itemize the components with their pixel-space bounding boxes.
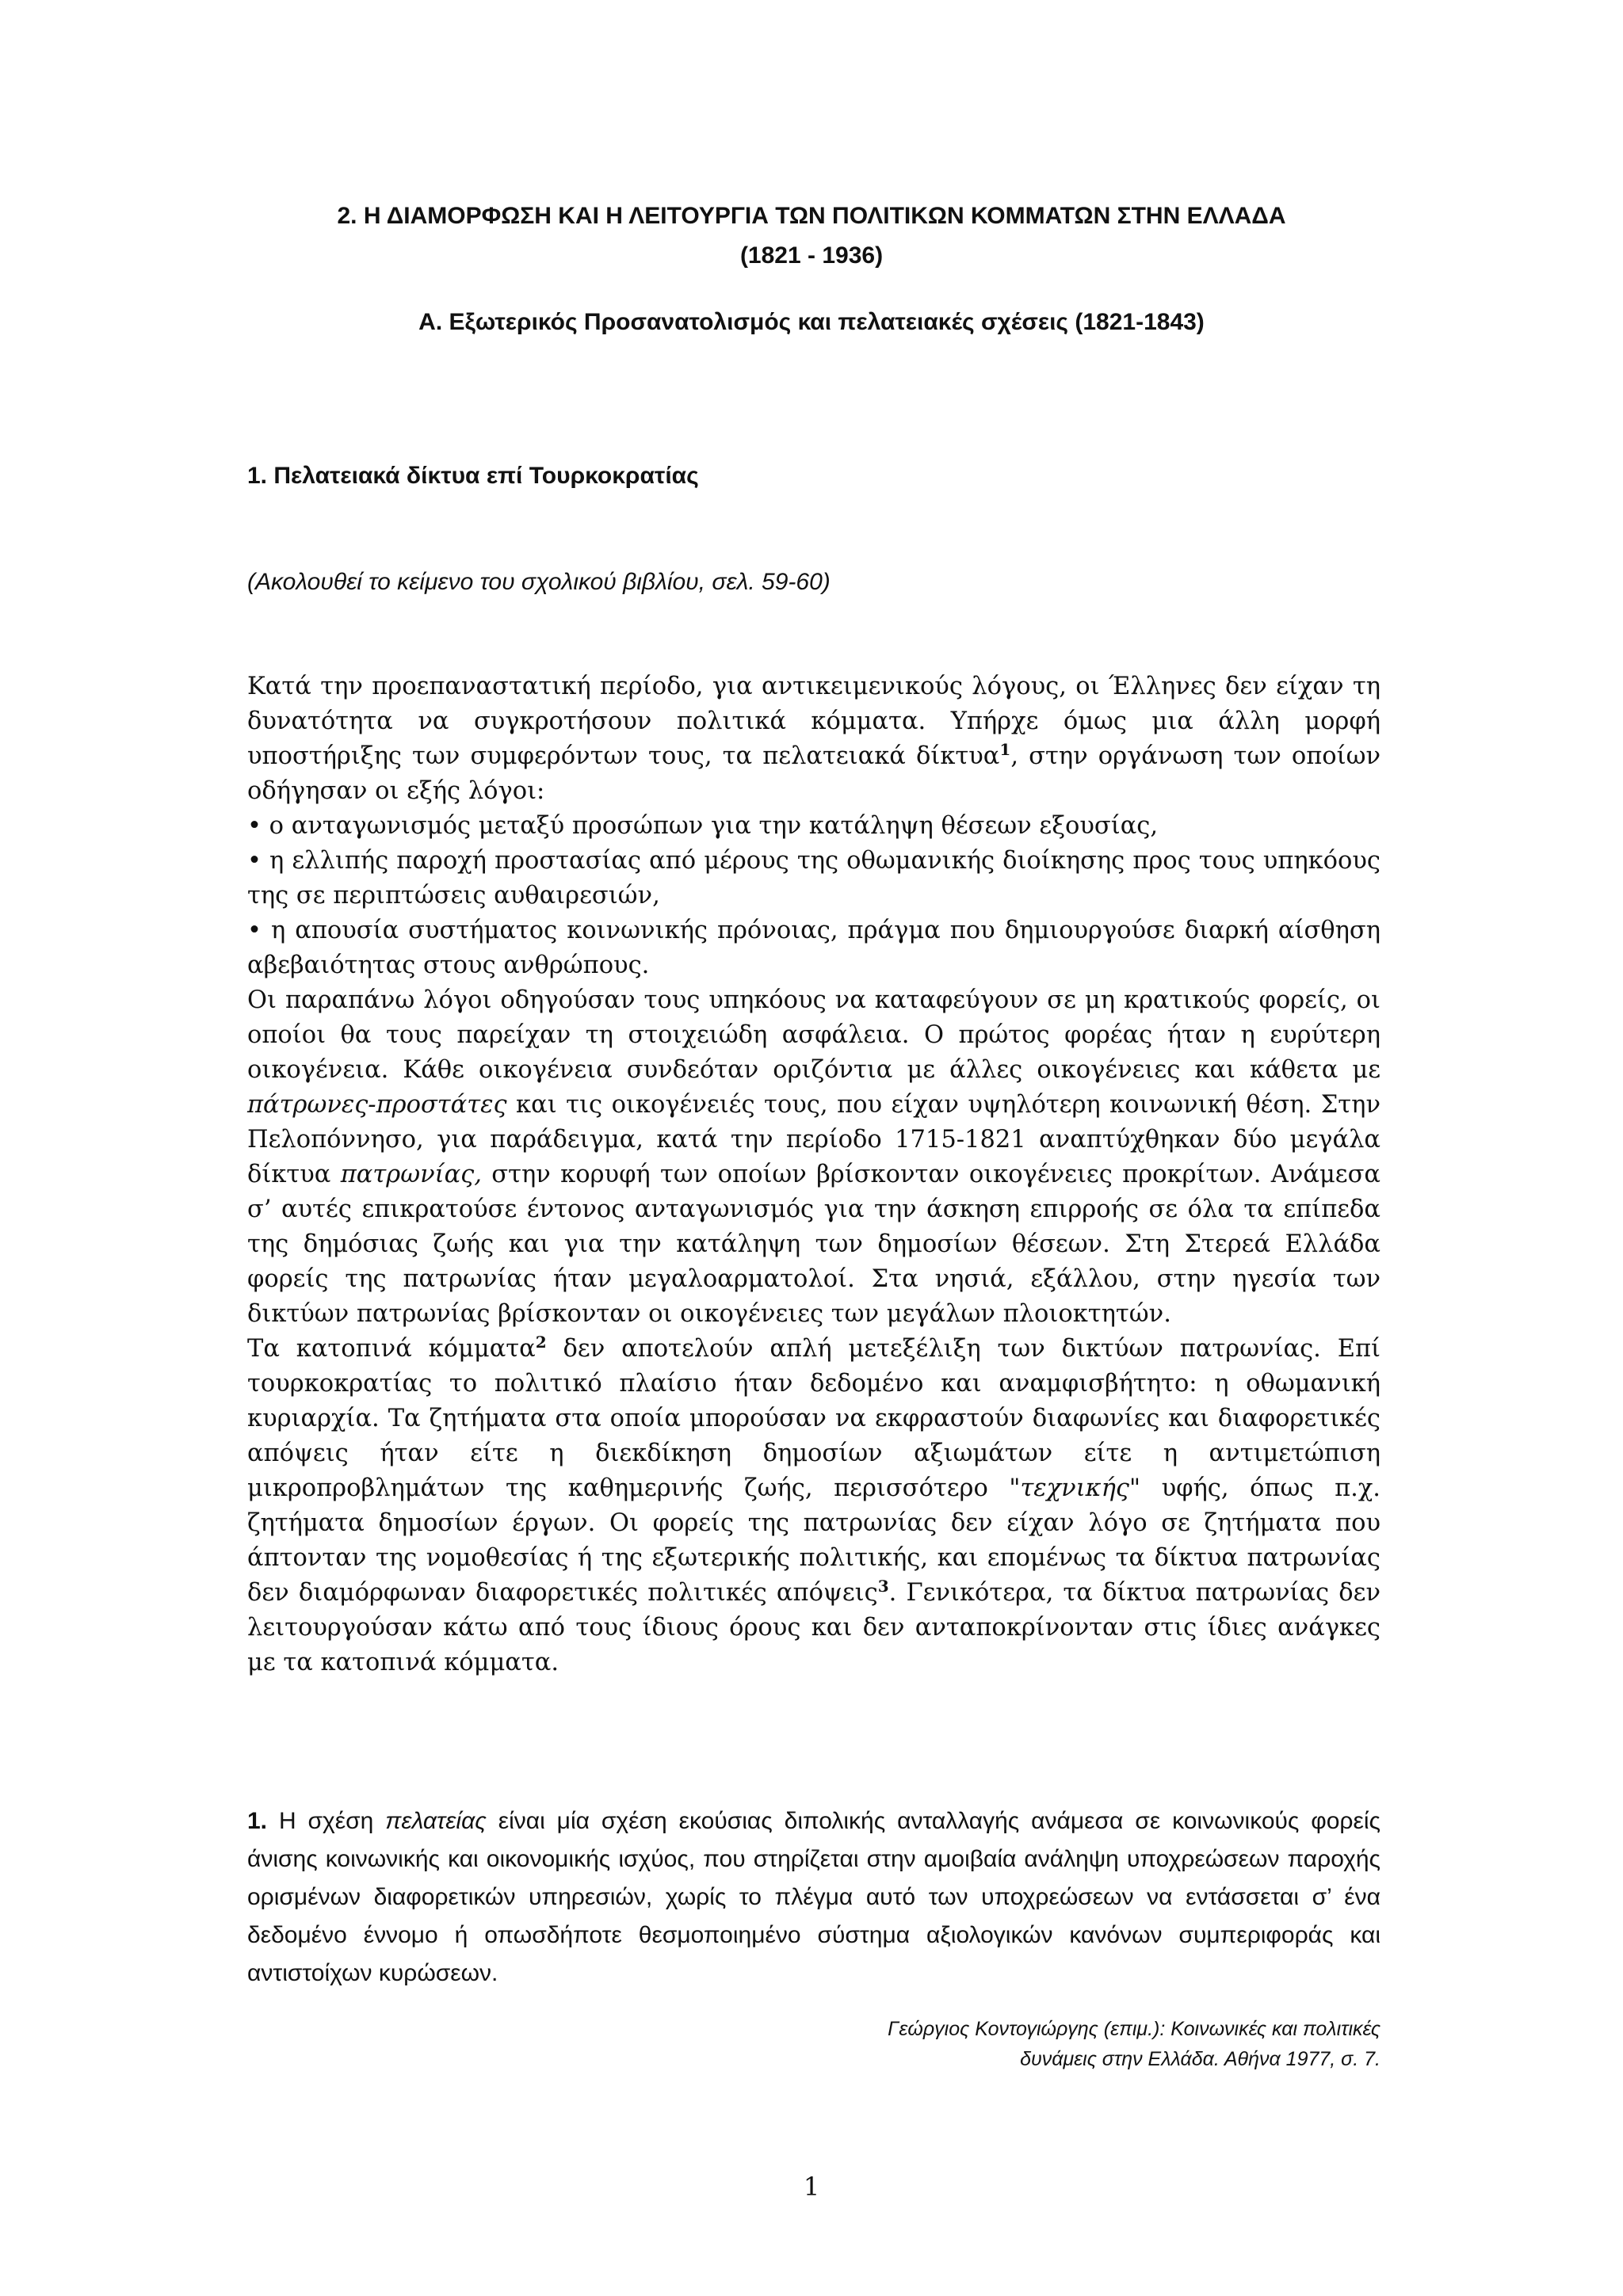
paragraph-2-text-a: Οι παραπάνω λόγοι οδηγούσαν τους υπηκόους να καταφεύγουν σε μη κρατικούς φορείς, οι οποίοι θα τους παρείχαν τη στοιχειώδη ασφάλεια. Ο πρώτος φορέας ήταν η ευρύτερη οικογένεια. Κάθε οικογένεια συνδεόταν οριζόντια με άλλες οικογένειες και κάθετα με: [247, 986, 1381, 1084]
paragraph-2-italic-1: πάτρωνες-προστάτες: [247, 1091, 507, 1119]
paragraph-2-italic-2: πατρωνίας,: [340, 1161, 482, 1188]
citation-line-1: Γεώργιος Κοντογιώργης (επιμ.): Κοινωνικές και πολιτικές: [888, 2018, 1381, 2040]
footnote-1-italic: πελατείας: [385, 1808, 487, 1834]
paragraph-3-text-c: " υφής, όπως π.χ. ζητήματα δημοσίων έργων. Οι φορείς της πατρωνίας δεν είχαν λόγο σε ζητήματα που άπτονταν της νομοθεσίας ή της εξωτερικής πολιτικής, και επομένως τα δίκτυα πατρωνίας δεν διαμόρφωναν διαφορετικές πολιτικές απόψεις: [247, 1474, 1381, 1607]
paragraph-1-text-b: , στην οργάνωση των οποίων οδήγησαν οι εξής λόγοι:: [247, 742, 1381, 805]
footnote-1-number: 1.: [247, 1808, 268, 1834]
page-title: [238, 196, 1385, 276]
bullet-item-1: • ο ανταγωνισμός μεταξύ προσώπων για την κατάληψη θέσεων εξουσίας,: [247, 812, 1159, 840]
paragraph-2-text-b: και τις οικογένειές τους, που είχαν υψηλότερη κοινωνική θέση. Στην Πελοπόννησο, για παράδειγμα, κατά την περίοδο 1715-1821 αναπτύχθηκαν δύο μεγάλα δίκτυα: [247, 1091, 1381, 1188]
paragraph-3-text-b: δεν αποτελούν απλή μετεξέλιξη των δικτύων πατρωνίας. Επί τουρκοκρατίας το πολιτικό πλαίσιο ήταν δεδομένο και αναμφισβήτητο: η οθωμανική κυριαρχία. Τα ζητήματα στα οποία μπορούσαν να εκφραστούν διαφωνίες και διαφορετικές απόψεις ήταν είτε η διεκδίκηση δημοσίων αξιωμάτων είτε η αντιμετώπιση μικροπροβλημάτων της καθημερινής ζωής, περισσότερο ": [247, 1335, 1381, 1502]
paragraph-2-text-c: στην κορυφή των οποίων βρίσκονταν οικογένειες προκρίτων. Ανάμεσα σ’ αυτές επικρατούσε έντονος ανταγωνισμός για την άσκηση επιρροής σε όλα τα επίπεδα της δημόσιας ζωής και για την κατάληψη των δημοσίων θέσεων. Στη Στερεά Ελλάδα φορείς της πατρωνίας ήταν μεγαλοαρματολοί. Στα νησιά, εξάλλου, στην ηγεσία των δικτύων πατρωνίας βρίσκονταν οι οικογένειες των μεγάλων πλοιοκτητών.: [247, 1161, 1381, 1328]
body-text: [247, 669, 1381, 1680]
page-subtitle: Α. Εξωτερικός Προσανατολισμός και πελατειακές σχέσεις (1821-1843): [418, 309, 1205, 335]
footnote-1-text-a: Η σχέση: [267, 1808, 386, 1834]
footnote-ref-3: 3: [877, 1576, 889, 1596]
footnote-1-text-b: είναι μία σχέση εκούσιας διπολικής ανταλλαγής ανάμεσα σε κοινωνικούς φορείς άνισης κοινωνικής και οικονομικής ισχύος, που στηρίζεται στην αμοιβαία ανάληψη υποχρεώσεων παροχής ορισμένων διαφορετικών υπηρεσιών, χωρίς το πλέγμα αυτό των υποχρεώσεων να εντάσσεται σ’ ένα δεδομένο έννομο ή οπωσδήποτε θεσμοποιημένο σύστημα αξιολογικών κανόνων συμπεριφοράς και αντιστοίχων κυρώσεων.: [247, 1808, 1381, 1986]
footnote-ref-2: 2: [535, 1332, 547, 1352]
paragraph-1: [247, 669, 1381, 809]
paragraph-3-text-d: . Γενικότερα, τα δίκτυα πατρωνίας δεν λειτουργούσαν κάτω από τους ίδιους όρους και δεν ανταποκρίνονταν στις ίδιες ανάγκες με τα κατοπινά κόμματα.: [247, 1579, 1381, 1676]
footnote-1-text: [247, 1802, 1381, 1993]
page-number: 1: [803, 2172, 820, 2202]
title-line-2: (1821 - 1936): [739, 242, 884, 269]
section-heading: 1. Πελατειακά δίκτυα επί Τουρκοκρατίας: [247, 463, 699, 489]
title-line-1: 2. Η ΔΙΑΜΟΡΦΩΣΗ ΚΑΙ Η ΛΕΙΤΟΥΡΓΙΑ ΤΩΝ ΠΟΛΙΤΙΚΩΝ ΚΟΜΜΑΤΩΝ ΣΤΗΝ ΕΛΛΑΔΑ: [337, 203, 1286, 229]
paragraph-1-text-a: Κατά την προεπαναστατική περίοδο, για αντικειμενικούς λόγους, οι Έλληνες δεν είχαν τη δυνατότητα να συγκροτήσουν πολιτικά κόμματα. Υπήρχε όμως μια άλλη μορφή υποστήριξης των συμφερόντων τους, τα πελατειακά δίκτυα: [247, 673, 1381, 770]
bullet-item-2: • η ελλιπής παροχή προστασίας από μέρους της οθωμανικής διοίκησης προς τους υπηκόους της σε περιπτώσεις αυθαιρεσιών,: [247, 847, 1381, 910]
citation: [588, 2014, 1381, 2074]
paragraph-3: [247, 1332, 1381, 1680]
paragraph-3-text-a: Τα κατοπινά κόμματα: [247, 1335, 536, 1363]
source-note: (Ακολουθεί το κείμενο του σχολικού βιβλίου, σελ. 59-60): [247, 569, 831, 595]
footnote-1: [247, 1802, 1381, 1993]
paragraph-2: [247, 983, 1381, 1332]
citation-line-2: δυνάμεις στην Ελλάδα. Αθήνα 1977, σ. 7.: [1020, 2048, 1381, 2070]
footnote-ref-1: 1: [999, 739, 1011, 759]
bullet-item-3: • η απουσία συστήματος κοινωνικής πρόνοιας, πράγμα που δημιουργούσε διαρκή αίσθηση αβεβαιότητας στους ανθρώπους.: [247, 917, 1381, 979]
paragraph-3-italic: τεχνικής: [1020, 1474, 1130, 1502]
